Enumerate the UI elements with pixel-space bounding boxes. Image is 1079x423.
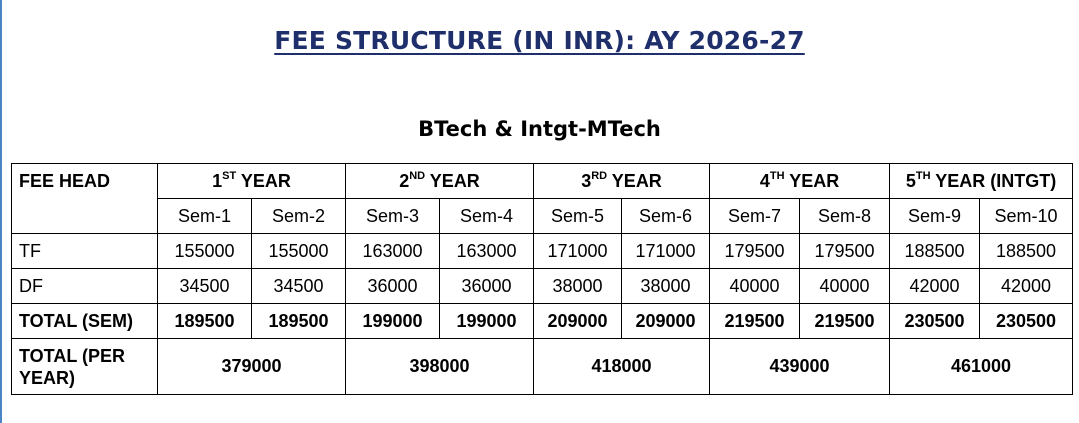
fee-cell: 155000 [158, 234, 252, 269]
total-year-cell: 439000 [710, 339, 890, 395]
fee-cell: 34500 [252, 269, 346, 304]
semester-header: Sem-4 [440, 199, 534, 234]
fee-cell: 171000 [622, 234, 710, 269]
total-sem-cell: 209000 [534, 304, 622, 339]
total-sem-cell: 219500 [800, 304, 890, 339]
total-year-row [12, 339, 1073, 395]
semester-header: Sem-5 [534, 199, 622, 234]
total-sem-cell: 199000 [440, 304, 534, 339]
year-header-2: 2ND YEAR [346, 164, 534, 199]
semester-header: Sem-2 [252, 199, 346, 234]
year-header-3: 3RD YEAR [534, 164, 710, 199]
fee-cell: 40000 [800, 269, 890, 304]
total-year-cell: 398000 [346, 339, 534, 395]
total-sem-cell: 209000 [622, 304, 710, 339]
total-sem-cell: 230500 [890, 304, 980, 339]
semester-header: Sem-8 [800, 199, 890, 234]
fee-cell: 38000 [622, 269, 710, 304]
row-label-df: DF [12, 269, 158, 304]
fee-cell: 36000 [346, 269, 440, 304]
semester-header: Sem-10 [980, 199, 1073, 234]
fee-cell: 179500 [800, 234, 890, 269]
row-label-tf: TF [12, 234, 158, 269]
total-sem-cell: 189500 [252, 304, 346, 339]
semester-header: Sem-6 [622, 199, 710, 234]
tf-row [12, 234, 1073, 269]
fee-cell: 171000 [534, 234, 622, 269]
semester-header: Sem-7 [710, 199, 800, 234]
total-sem-cell: 189500 [158, 304, 252, 339]
total-year-cell: 461000 [890, 339, 1073, 395]
df-row [12, 269, 1073, 304]
year-header-5: 5TH YEAR (INTGT) [890, 164, 1073, 199]
total-sem-cell: 219500 [710, 304, 800, 339]
total-sem-cell: 230500 [980, 304, 1073, 339]
semester-header: Sem-3 [346, 199, 440, 234]
fee-cell: 163000 [440, 234, 534, 269]
fee-cell: 38000 [534, 269, 622, 304]
fee-cell: 179500 [710, 234, 800, 269]
fee-cell: 36000 [440, 269, 534, 304]
page-title: FEE STRUCTURE (IN INR): AY 2026-27 [274, 26, 805, 55]
row-label-total-year: TOTAL (PER YEAR) [12, 339, 158, 395]
fee-structure-table [11, 163, 1073, 395]
fee-cell: 163000 [346, 234, 440, 269]
fee-cell: 40000 [710, 269, 800, 304]
total-sem-row [12, 304, 1073, 339]
row-label-total-sem: TOTAL (SEM) [12, 304, 158, 339]
fee-cell: 188500 [980, 234, 1073, 269]
left-margin-rule [0, 0, 2, 423]
year-header-1: 1ST YEAR [158, 164, 346, 199]
semester-header: Sem-9 [890, 199, 980, 234]
fee-cell: 42000 [890, 269, 980, 304]
fee-cell: 155000 [252, 234, 346, 269]
program-subtitle: BTech & Intgt-MTech [418, 117, 661, 141]
total-year-cell: 418000 [534, 339, 710, 395]
year-header-4: 4TH YEAR [710, 164, 890, 199]
fee-head-header-continued [12, 199, 158, 234]
semester-header: Sem-1 [158, 199, 252, 234]
year-header-row [12, 164, 1073, 199]
total-sem-cell: 199000 [346, 304, 440, 339]
semester-header-row [12, 199, 1073, 234]
fee-head-header: FEE HEAD [12, 164, 158, 199]
fee-cell: 188500 [890, 234, 980, 269]
fee-cell: 42000 [980, 269, 1073, 304]
total-year-cell: 379000 [158, 339, 346, 395]
fee-cell: 34500 [158, 269, 252, 304]
